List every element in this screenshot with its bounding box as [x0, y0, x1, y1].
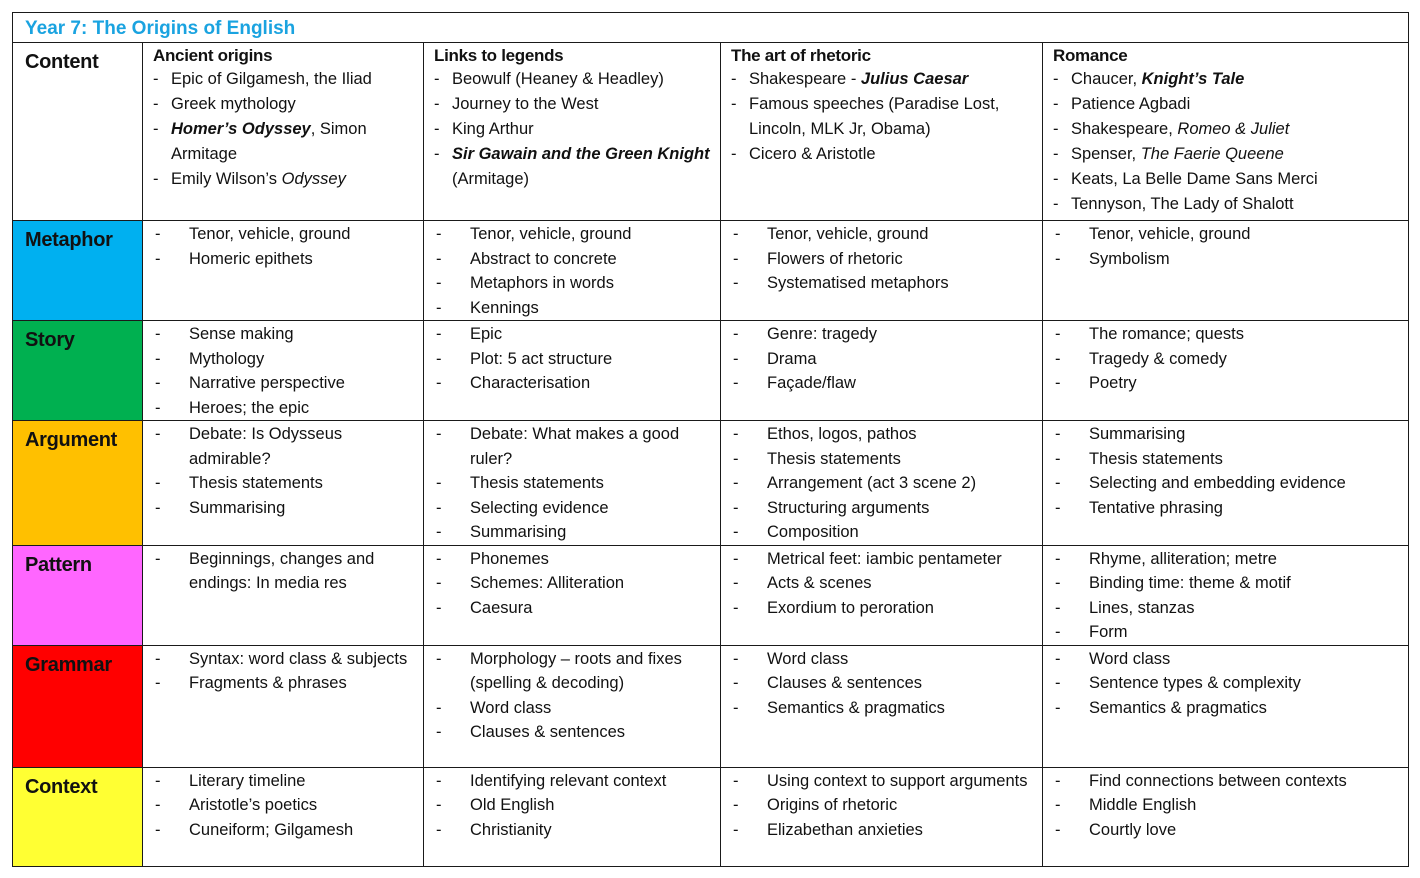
content-column: [424, 43, 721, 221]
list-item: - Middle English: [1053, 793, 1404, 818]
topic-list: [721, 646, 1042, 721]
list-item: - Poetry: [1053, 371, 1404, 396]
text-segment: Greek mythology: [171, 95, 296, 113]
title-row: [13, 13, 1409, 43]
list-item: - Symbolism: [1053, 247, 1404, 272]
topic-list: [143, 768, 423, 843]
list-item: [153, 92, 419, 117]
list-item: - Systematised metaphors: [731, 271, 1038, 296]
list-item: - Binding time: theme & motif: [1053, 571, 1404, 596]
list-item: - Thesis statements: [731, 447, 1038, 472]
list-item: - Arrangement (act 3 scene 2): [731, 471, 1038, 496]
list-item: - Old English: [434, 793, 716, 818]
list-item: [1053, 142, 1404, 167]
curriculum-table: [12, 12, 1409, 867]
list-item: - Ethos, logos, pathos: [731, 422, 1038, 447]
topic-cell: [424, 545, 721, 645]
topic-list: [424, 646, 720, 745]
topic-cell: [1043, 645, 1409, 767]
topic-row: [13, 767, 1409, 866]
list-item: - Rhyme, alliteration; metre: [1053, 547, 1404, 572]
topic-cell: [143, 421, 424, 546]
text-segment: Tennyson, The Lady of Shalott: [1071, 195, 1294, 213]
topic-row: [13, 321, 1409, 421]
list-item: [1053, 117, 1404, 142]
topic-cell: [721, 221, 1043, 321]
topic-cell: [424, 421, 721, 546]
topic-cell: [1043, 545, 1409, 645]
list-item: - Syntax: word class & subjects: [153, 647, 419, 672]
topic-list: [143, 321, 423, 420]
topic-cell: [1043, 421, 1409, 546]
list-item: [731, 67, 1038, 92]
row-label-argument: Argument: [13, 421, 143, 546]
topic-cell: [424, 321, 721, 421]
list-item: - Metrical feet: iambic pentameter: [731, 547, 1038, 572]
row-label-pattern: Pattern: [13, 545, 143, 645]
topic-cell: [424, 767, 721, 866]
list-item: - Façade/flaw: [731, 371, 1038, 396]
text-segment: King Arthur: [452, 120, 534, 138]
topic-cell: [143, 767, 424, 866]
text-segment: Homer’s Odyssey: [171, 120, 311, 138]
topic-list: [1043, 221, 1408, 271]
list-item: - Epic: [434, 322, 716, 347]
list-item: - Selecting evidence: [434, 496, 716, 521]
topic-cell: [143, 221, 424, 321]
list-item: - Clauses & sentences: [731, 671, 1038, 696]
table-title: Year 7: The Origins of English: [13, 13, 1409, 43]
content-row: [13, 43, 1409, 221]
list-item: - Fragments & phrases: [153, 671, 419, 696]
content-column: [143, 43, 424, 221]
topic-list: [1043, 421, 1408, 520]
list-item: [153, 67, 419, 92]
list-item: - Origins of rhetoric: [731, 793, 1038, 818]
content-column: [721, 43, 1043, 221]
list-item: - Debate: Is Odysseus admirable?: [153, 422, 419, 471]
list-item: - Literary timeline: [153, 769, 419, 794]
topic-cell: [1043, 767, 1409, 866]
topic-list: [143, 546, 423, 596]
topic-cell: [721, 545, 1043, 645]
topic-row: [13, 545, 1409, 645]
topic-list: [721, 768, 1042, 843]
list-item: - Summarising: [1053, 422, 1404, 447]
column-heading: The art of rhetoric: [731, 46, 871, 65]
list-item: - Abstract to concrete: [434, 247, 716, 272]
list-item: - Summarising: [153, 496, 419, 521]
text-segment: (Armitage): [452, 170, 530, 188]
list-item: - Caesura: [434, 596, 716, 621]
list-item: - Plot: 5 act structure: [434, 347, 716, 372]
column-heading: Ancient origins: [153, 46, 273, 65]
list-item: [434, 67, 716, 92]
topic-cell: [143, 645, 424, 767]
content-column: [1043, 43, 1409, 221]
list-item: - Characterisation: [434, 371, 716, 396]
text-segment: Epic of Gilgamesh, the Iliad: [171, 70, 372, 88]
topic-list: [424, 546, 720, 621]
topic-cell: [1043, 221, 1409, 321]
list-item: [153, 167, 419, 192]
text-segment: Beowulf (Heaney & Headley): [452, 70, 664, 88]
column-heading: Links to legends: [434, 46, 564, 65]
list-item: - Sense making: [153, 322, 419, 347]
topic-list: [424, 321, 720, 396]
topic-list: [1043, 546, 1408, 645]
list-item: - The romance; quests: [1053, 322, 1404, 347]
list-item: [731, 92, 1038, 142]
topic-list: [1043, 646, 1408, 721]
list-item: [434, 92, 716, 117]
text-segment: Sir Gawain and the Green Knight: [452, 145, 710, 163]
topic-cell: [424, 221, 721, 321]
list-item: [434, 117, 716, 142]
row-label-metaphor: Metaphor: [13, 221, 143, 321]
list-item: - Word class: [1053, 647, 1404, 672]
topic-cell: [721, 321, 1043, 421]
list-item: - Mythology: [153, 347, 419, 372]
list-item: [1053, 167, 1404, 192]
topic-list: [721, 421, 1042, 545]
topic-row: [13, 421, 1409, 546]
text-segment: Knight’s Tale: [1141, 70, 1245, 88]
list-item: - Phonemes: [434, 547, 716, 572]
list-item: - Semantics & pragmatics: [1053, 696, 1404, 721]
content-list: [1053, 67, 1404, 217]
list-item: - Tenor, vehicle, ground: [434, 222, 716, 247]
topic-row: [13, 645, 1409, 767]
list-item: - Semantics & pragmatics: [731, 696, 1038, 721]
text-segment: Romeo & Juliet: [1177, 120, 1290, 138]
list-item: - Using context to support arguments: [731, 769, 1038, 794]
topic-cell: [424, 645, 721, 767]
list-item: - Schemes: Alliteration: [434, 571, 716, 596]
topic-cell: [721, 645, 1043, 767]
list-item: - Selecting and embedding evidence: [1053, 471, 1404, 496]
list-item: - Metaphors in words: [434, 271, 716, 296]
list-item: - Genre: tragedy: [731, 322, 1038, 347]
row-label-grammar: Grammar: [13, 645, 143, 767]
text-segment: Odyssey: [281, 170, 346, 188]
list-item: - Morphology – roots and fixes (spelling & decoding): [434, 647, 716, 696]
topic-cell: [721, 767, 1043, 866]
list-item: - Flowers of rhetoric: [731, 247, 1038, 272]
topic-list: [143, 646, 423, 696]
list-item: - Word class: [434, 696, 716, 721]
topic-list: [424, 221, 720, 320]
list-item: [1053, 92, 1404, 117]
list-item: [434, 142, 716, 192]
topic-list: [143, 221, 423, 271]
list-item: - Thesis statements: [153, 471, 419, 496]
text-segment: Emily Wilson’s: [171, 170, 282, 188]
list-item: - Tentative phrasing: [1053, 496, 1404, 521]
topic-list: [721, 221, 1042, 296]
list-item: [731, 142, 1038, 167]
text-segment: Shakespeare -: [749, 70, 861, 88]
list-item: - Lines, stanzas: [1053, 596, 1404, 621]
list-item: - Identifying relevant context: [434, 769, 716, 794]
topic-cell: [143, 321, 424, 421]
text-segment: Cicero & Aristotle: [749, 145, 876, 163]
row-label-content: Content: [13, 43, 143, 221]
text-segment: Patience Agbadi: [1071, 95, 1191, 113]
list-item: - Sentence types & complexity: [1053, 671, 1404, 696]
list-item: - Beginnings, changes and endings: In media res: [153, 547, 419, 596]
text-segment: Keats, La Belle Dame Sans Merci: [1071, 170, 1318, 188]
topic-row: [13, 221, 1409, 321]
list-item: - Acts & scenes: [731, 571, 1038, 596]
topic-list: [1043, 768, 1408, 843]
list-item: - Tragedy & comedy: [1053, 347, 1404, 372]
topic-cell: [1043, 321, 1409, 421]
list-item: - Exordium to peroration: [731, 596, 1038, 621]
topic-list: [721, 546, 1042, 621]
list-item: - Tenor, vehicle, ground: [153, 222, 419, 247]
topic-list: [1043, 321, 1408, 396]
list-item: - Find connections between contexts: [1053, 769, 1404, 794]
list-item: - Tenor, vehicle, ground: [1053, 222, 1404, 247]
list-item: [1053, 67, 1404, 92]
list-item: - Tenor, vehicle, ground: [731, 222, 1038, 247]
list-item: - Courtly love: [1053, 818, 1404, 843]
content-list: [731, 67, 1038, 167]
text-segment: Shakespeare,: [1071, 120, 1178, 138]
list-item: - Thesis statements: [1053, 447, 1404, 472]
list-item: [153, 117, 419, 167]
list-item: - Debate: What makes a good ruler?: [434, 422, 716, 471]
content-list: [153, 67, 419, 192]
content-list: [434, 67, 716, 192]
row-label-context: Context: [13, 767, 143, 866]
list-item: - Elizabethan anxieties: [731, 818, 1038, 843]
list-item: - Kennings: [434, 296, 716, 321]
list-item: [1053, 192, 1404, 217]
row-label-story: Story: [13, 321, 143, 421]
text-segment: Spenser,: [1071, 145, 1141, 163]
list-item: - Form: [1053, 620, 1404, 645]
list-item: - Structuring arguments: [731, 496, 1038, 521]
topic-cell: [143, 545, 424, 645]
list-item: - Composition: [731, 520, 1038, 545]
text-segment: Famous speeches (Paradise Lost, Lincoln, MLK Jr, Obama): [749, 95, 1000, 138]
text-segment: The Faerie Queene: [1140, 145, 1284, 163]
list-item: - Christianity: [434, 818, 716, 843]
topic-list: [143, 421, 423, 520]
list-item: - Thesis statements: [434, 471, 716, 496]
text-segment: Journey to the West: [452, 95, 599, 113]
list-item: - Homeric epithets: [153, 247, 419, 272]
list-item: - Summarising: [434, 520, 716, 545]
topic-list: [424, 421, 720, 545]
list-item: - Word class: [731, 647, 1038, 672]
topic-cell: [721, 421, 1043, 546]
text-segment: , Simon Armitage: [171, 120, 367, 163]
list-item: - Drama: [731, 347, 1038, 372]
list-item: - Heroes; the epic: [153, 396, 419, 421]
topic-list: [424, 768, 720, 843]
list-item: - Clauses & sentences: [434, 720, 716, 745]
list-item: - Cuneiform; Gilgamesh: [153, 818, 419, 843]
column-heading: Romance: [1053, 46, 1128, 65]
list-item: - Aristotle’s poetics: [153, 793, 419, 818]
text-segment: Chaucer,: [1071, 70, 1142, 88]
list-item: - Narrative perspective: [153, 371, 419, 396]
topic-list: [721, 321, 1042, 396]
text-segment: Julius Caesar: [860, 70, 969, 88]
